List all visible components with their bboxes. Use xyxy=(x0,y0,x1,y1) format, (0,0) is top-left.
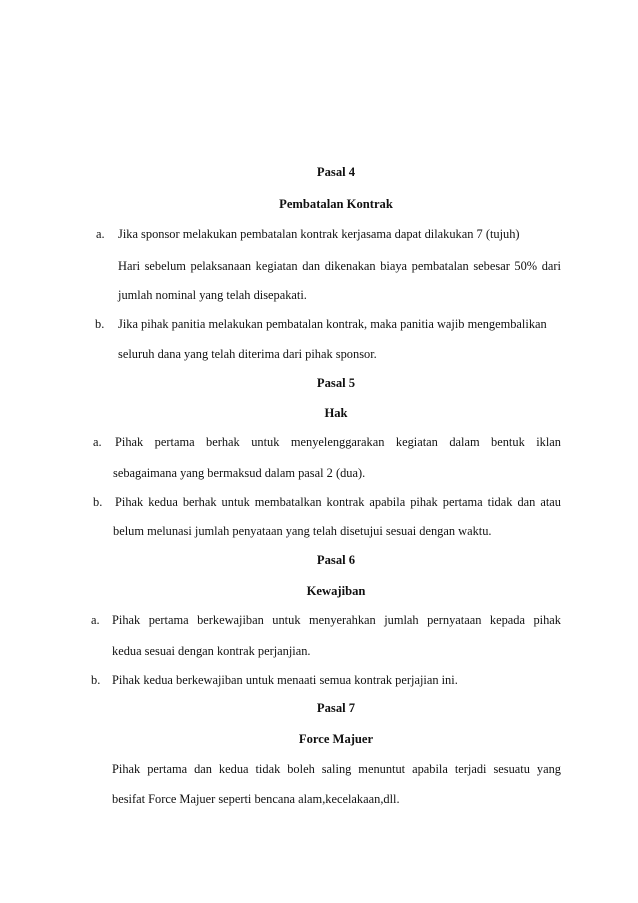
list-item-line: Jika pihak panitia melakukan pembatalan kontrak, maka panitia wajib mengembalikan xyxy=(118,317,547,331)
section-number: Pasal 6 xyxy=(316,553,356,567)
list-item-line: Hari sebelum pelaksanaan kegiatan dan dikenakan biaya pembatalan sebesar 50% dari xyxy=(118,259,561,273)
list-item-line: Jika sponsor melakukan pembatalan kontrak kerjasama dapat dilakukan 7 (tujuh) xyxy=(118,227,520,241)
list-item-line: jumlah nominal yang telah disepakati. xyxy=(118,288,307,302)
list-item-line: Pihak pertama berhak untuk menyelenggarakan kegiatan dalam bentuk iklan xyxy=(115,435,561,449)
list-item-line: seluruh dana yang telah diterima dari pihak sponsor. xyxy=(118,347,377,361)
list-marker: b. xyxy=(93,495,103,509)
list-marker: b. xyxy=(95,317,105,331)
section-number: Pasal 5 xyxy=(316,376,356,390)
list-item-line: Pihak pertama berkewajiban untuk menyerahkan jumlah pernyataan kepada pihak xyxy=(112,613,561,627)
section-title: Hak xyxy=(324,406,348,420)
list-marker: a. xyxy=(93,435,102,449)
list-item-line: sebagaimana yang bermaksud dalam pasal 2 (dua). xyxy=(113,466,366,480)
paragraph-line: Pihak pertama dan kedua tidak boleh saling menuntut apabila terjadi sesuatu yang xyxy=(112,762,561,776)
section-number: Pasal 7 xyxy=(316,701,356,715)
section-title: Kewajiban xyxy=(306,584,366,598)
list-item-line: Pihak kedua berhak untuk membatalkan kontrak apabila pihak pertama tidak dan atau xyxy=(115,495,561,509)
list-marker: a. xyxy=(91,613,100,627)
paragraph-line: besifat Force Majuer seperti bencana alam,kecelakaan,dll. xyxy=(112,792,400,806)
section-title: Pembatalan Kontrak xyxy=(279,197,393,211)
list-item-line: belum melunasi jumlah penyataan yang telah disetujui sesuai dengan waktu. xyxy=(113,524,492,538)
section-title: Force Majuer xyxy=(298,732,374,746)
list-marker: b. xyxy=(91,673,101,687)
list-item-line: kedua sesuai dengan kontrak perjanjian. xyxy=(112,644,311,658)
list-item-line: Pihak kedua berkewajiban untuk menaati semua kontrak perjajian ini. xyxy=(112,673,458,687)
section-number: Pasal 4 xyxy=(316,165,356,179)
list-marker: a. xyxy=(96,227,105,241)
